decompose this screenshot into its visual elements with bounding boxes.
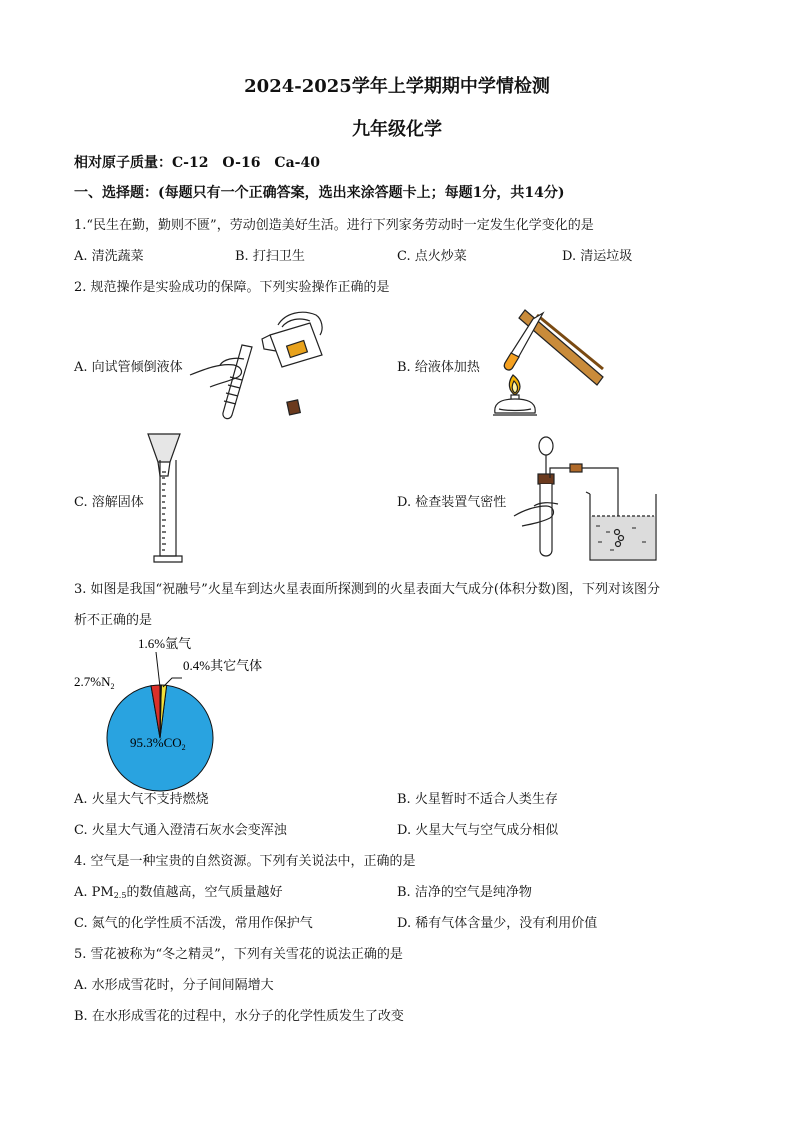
q4-option-b: B. 洁净的空气是纯净物 <box>397 885 532 900</box>
q5-stem: 5. 雪花被称为“冬之精灵”，下列有关雪花的说法正确的是 <box>74 947 403 962</box>
section-heading: 一、选择题：(每题只有一个正确答案，选出来涂答题卡上；每题1分，共14分) <box>74 185 565 201</box>
q5-option-b: B. 在水形成雪花的过程中，水分子的化学性质发生了改变 <box>74 1009 404 1024</box>
q3-stem-line1: 3. 如图是我国“祝融号”火星车到达火星表面所探测到的火星表面大气成分(体积分数)图，下列对该图分 <box>74 582 660 597</box>
q3-option-b: B. 火星暂时不适合人类生存 <box>397 792 558 807</box>
q1-option-b: B. 打扫卫生 <box>235 249 305 264</box>
q5-option-a: A. 水形成雪花时，分子间间隔增大 <box>74 978 274 993</box>
pie-label-other: 0.4%其它气体 <box>183 658 263 673</box>
pie-label-co2: $95.3\%CO_2$ <box>130 735 186 752</box>
heating-liquid-illustration <box>485 305 610 420</box>
airtightness-check-illustration <box>514 432 664 567</box>
q2-option-b: B. 给液体加热 <box>397 360 480 375</box>
q1-option-a: A. 清洗蔬菜 <box>74 249 144 264</box>
page-subtitle: 九年级化学 <box>352 119 442 140</box>
pouring-liquid-illustration <box>190 305 340 420</box>
mars-atmosphere-pie-chart <box>60 630 263 780</box>
q1-stem: 1.“民生在勤，勤则不匮”，劳动创造美好生活。进行下列家务劳动时一定发生化学变化的是 <box>74 218 594 233</box>
q2-stem: 2. 规范操作是实验成功的保障。下列实验操作正确的是 <box>74 280 390 295</box>
q1-option-c: C. 点火炒菜 <box>397 249 467 264</box>
q4-stem: 4. 空气是一种宝贵的自然资源。下列有关说法中，正确的是 <box>74 854 416 869</box>
atomic-mass-line: 相对原子质量：C-12 O-16 Ca-40 <box>74 155 320 171</box>
q3-option-a: A. 火星大气不支持燃烧 <box>74 792 209 807</box>
pie-label-n2: $2.7\%N_2$ <box>74 674 115 691</box>
q4-option-d: D. 稀有气体含量少，没有利用价值 <box>397 916 598 931</box>
q2-option-c: C. 溶解固体 <box>74 495 144 510</box>
q3-option-c: C. 火星大气通入澄清石灰水会变浑浊 <box>74 823 287 838</box>
pie-label-argon: 1.6%氩气 <box>138 636 192 651</box>
page-title: 2024-2025学年上学期期中学情检测 <box>244 76 550 97</box>
q3-option-d: D. 火星大气与空气成分相似 <box>397 823 559 838</box>
q2-option-d: D. 检查装置气密性 <box>397 495 507 510</box>
q4-option-c: C. 氮气的化学性质不活泼，常用作保护气 <box>74 916 313 931</box>
q3-stem-line2: 析不正确的是 <box>74 613 153 628</box>
q2-option-a: A. 向试管倾倒液体 <box>74 360 183 375</box>
q4-option-a: A. $PM_{2.5}$的数值越高，空气质量越好 <box>74 885 283 900</box>
q1-option-d: D. 清运垃圾 <box>562 249 633 264</box>
dissolving-solid-illustration <box>140 432 200 567</box>
